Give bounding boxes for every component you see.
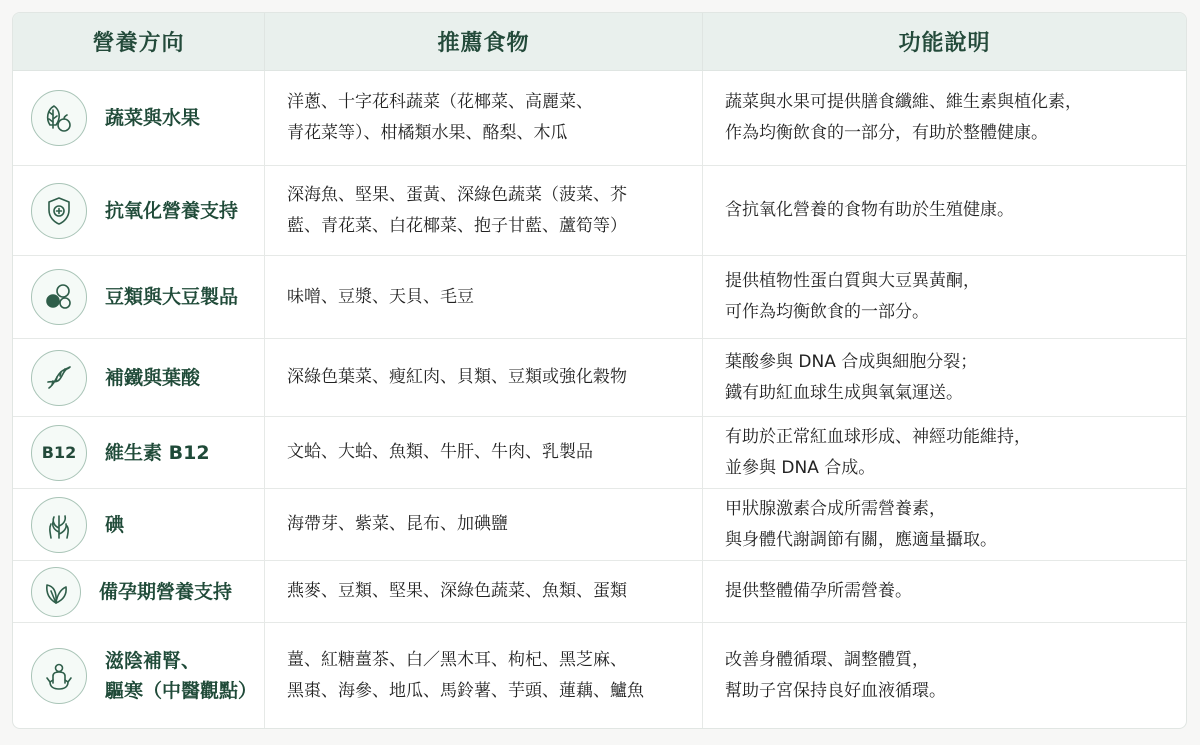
foods-cell	[265, 561, 703, 622]
foods-line: 藍、青花菜、白花椰菜、抱子甘藍、蘆筍等）	[287, 215, 627, 236]
foods-cell	[265, 417, 703, 488]
table-row	[13, 561, 1186, 623]
direction-text: 維生素 B12	[105, 441, 210, 464]
foods-cell	[265, 339, 703, 416]
direction-label	[105, 438, 210, 468]
header-foods: 推薦食物	[265, 13, 703, 70]
foods-cell	[265, 256, 703, 338]
function-line: 可作為均衡飲食的一部分。	[725, 302, 929, 322]
table-body	[13, 71, 1186, 729]
direction-text: 碘	[105, 513, 125, 536]
direction-cell	[13, 339, 265, 416]
foods-line: 薑、紅糖薑茶、白／黑木耳、枸杞、黑芝麻、	[287, 650, 627, 670]
direction-cell	[13, 623, 265, 729]
table-row	[13, 339, 1186, 417]
foods-line: 青花菜等）、柑橘類水果、酪梨、木瓜	[287, 123, 568, 143]
foods-cell	[265, 71, 703, 165]
function-line: 甲狀腺激素合成所需營養素，	[725, 498, 946, 519]
dna-icon	[31, 350, 87, 406]
foods-cell	[265, 623, 703, 729]
direction-text: 豆類與大豆製品	[105, 286, 239, 308]
function-cell	[703, 561, 1186, 622]
direction-text: 滋陰補腎、	[105, 650, 201, 672]
foods-cell	[265, 166, 703, 255]
direction-label	[105, 196, 238, 226]
direction-cell	[13, 166, 265, 255]
direction-text: 抗氧化營養支持	[105, 199, 239, 222]
leaf-hand-icon	[31, 567, 81, 617]
foods-line: 洋蔥、十字花科蔬菜（花椰菜、高麗菜、	[287, 92, 593, 112]
function-line: 改善身體循環、調整體質，	[725, 650, 929, 670]
function-line: 提供整體備孕所需營養。	[725, 581, 912, 601]
foods-line: 黑棗、海參、地瓜、馬鈴薯、芋頭、蓮藕、鱸魚	[287, 681, 644, 701]
function-line: 與身體代謝調節有關，應適量攝取。	[725, 529, 997, 550]
table-row	[13, 489, 1186, 561]
table-header-row	[13, 13, 1186, 71]
direction-label	[105, 363, 200, 393]
function-line: 提供植物性蛋白質與大豆異黃酮，	[725, 271, 980, 291]
direction-text: 驅寒（中醫觀點）	[105, 680, 258, 702]
function-line: 作為均衡飲食的一部分，有助於整體健康。	[725, 123, 1048, 143]
seaweed-icon	[31, 497, 87, 553]
function-cell	[703, 339, 1186, 416]
function-line: 有助於正常紅血球形成、神經功能維持，	[725, 426, 1031, 447]
direction-label	[105, 282, 238, 312]
direction-cell	[13, 489, 265, 560]
table-row	[13, 256, 1186, 339]
direction-cell	[13, 256, 265, 338]
function-cell	[703, 71, 1186, 165]
header-direction: 營養方向	[13, 13, 265, 70]
nutrition-table	[12, 12, 1187, 729]
foods-line: 海帶芽、紫菜、昆布、加碘鹽	[287, 514, 508, 534]
function-cell	[703, 166, 1186, 255]
function-line: 含抗氧化營養的食物有助於生殖健康。	[725, 200, 1014, 220]
header-function: 功能說明	[898, 31, 991, 56]
function-line: 幫助子宮保持良好血液循環。	[725, 681, 946, 701]
foods-line: 味噌、豆漿、天貝、毛豆	[287, 286, 474, 307]
function-cell	[703, 256, 1186, 338]
direction-text: 備孕期營養支持	[99, 580, 233, 603]
direction-label	[105, 103, 200, 133]
function-cell	[703, 489, 1186, 560]
shield-plus-icon	[31, 183, 87, 239]
function-line: 鐵有助紅血球生成與氧氣運送。	[725, 382, 963, 403]
foods-line: 深綠色葉菜、瘦紅肉、貝類、豆類或強化穀物	[287, 367, 627, 387]
beans-icon	[31, 269, 87, 325]
foods-cell	[265, 489, 703, 560]
b12-icon	[31, 425, 87, 481]
function-line: 蔬菜與水果可提供膳食纖維、維生素與植化素，	[725, 92, 1082, 112]
direction-cell	[13, 561, 265, 622]
direction-label	[99, 577, 232, 607]
direction-cell	[13, 417, 265, 488]
table-row	[13, 623, 1186, 729]
direction-label	[105, 646, 257, 706]
foods-line: 文蛤、大蛤、魚類、牛肝、牛肉、乳製品	[287, 442, 593, 462]
table-row	[13, 166, 1186, 256]
direction-cell	[13, 71, 265, 165]
direction-text: 蔬菜與水果	[105, 107, 201, 129]
table-row	[13, 417, 1186, 489]
b12-icon-text: B12	[41, 443, 77, 462]
foods-line: 燕麥、豆類、堅果、深綠色蔬菜、魚類、蛋類	[287, 581, 627, 601]
direction-text: 補鐵與葉酸	[105, 366, 201, 389]
vegetable-fruit-icon	[31, 90, 87, 146]
foods-line: 深海魚、堅果、蛋黃、深綠色蔬菜（菠菜、芥	[287, 184, 627, 205]
function-cell	[703, 623, 1186, 729]
function-line: 葉酸參與 DNA 合成與細胞分裂；	[725, 351, 978, 372]
body-warmth-icon	[31, 648, 87, 704]
table-row	[13, 71, 1186, 166]
direction-label	[105, 510, 124, 540]
function-line: 並參與 DNA 合成。	[725, 457, 876, 478]
function-cell	[703, 417, 1186, 488]
